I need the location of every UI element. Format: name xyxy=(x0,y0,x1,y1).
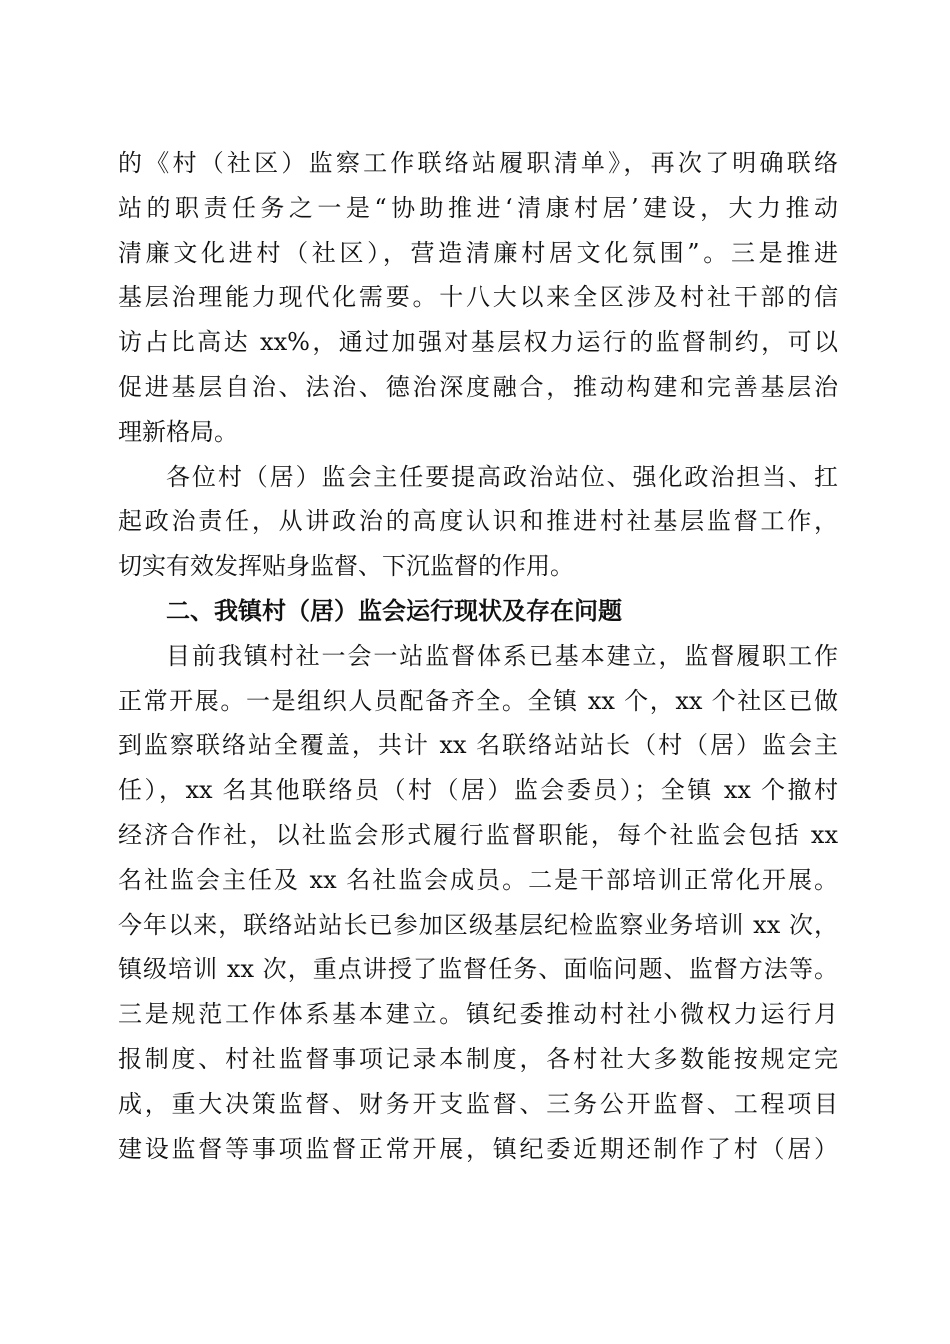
text-line: 名社监会主任及 xx 名社监会成员。二是干部培训正常化开展。 xyxy=(118,865,838,894)
text-line: 切实有效发挥贴身监督、下沉监督的作用。 xyxy=(118,552,574,581)
text-line: 的《村（社区）监察工作联络站履职清单》，再次了明确联络 xyxy=(118,149,838,177)
text-line: 正常开展。一是组织人员配备齐全。全镇 xx 个，xx 个社区已做 xyxy=(118,686,838,715)
text-line: 站的职责任务之一是“协助推进‘清康村居’建设，大力推动 xyxy=(118,193,838,222)
text-line: 起政治责任，从讲政治的高度认识和推进村社基层监督工作， xyxy=(118,507,838,536)
text-line: 促进基层自治、法治、德治深度融合，推动构建和完善基层治 xyxy=(118,372,838,401)
paragraph-2 xyxy=(118,455,838,589)
text-line: 任），xx 名其他联络员（村（居）监会委员）；全镇 xx 个撤村 xyxy=(118,776,838,805)
text-line: 三是规范工作体系基本建立。镇纪委推动村社小微权力运行月 xyxy=(118,1000,838,1029)
text-line: 建设监督等事项监督正常开展，镇纪委近期还制作了村（居） xyxy=(118,1134,838,1163)
text-line: 清廉文化进村（社区），营造清廉村居文化氛围”。三是推进 xyxy=(118,238,838,267)
text-line: 报制度、村社监督事项记录本制度，各村社大多数能按规定完 xyxy=(118,1044,838,1073)
text-line: 目前我镇村社一会一站监督体系已基本建立，监督履职工作 xyxy=(166,641,838,670)
text-line: 各位村（居）监会主任要提高政治站位、强化政治担当、扛 xyxy=(166,462,838,491)
text-line: 理新格局。 xyxy=(118,417,238,446)
text-line: 镇级培训 xx 次，重点讲授了监督任务、面临问题、监督方法等。 xyxy=(118,955,838,984)
paragraph-3 xyxy=(118,634,838,1172)
text-line: 到监察联络站全覆盖，共计 xx 名联络站站长（村（居）监会主 xyxy=(118,731,838,760)
text-line: 成，重大决策监督、财务开支监督、三务公开监督、工程项目 xyxy=(118,1089,838,1118)
text-line: 今年以来，联络站站长已参加区级基层纪检监察业务培训 xx 次， xyxy=(118,910,838,939)
section-heading: 二、我镇村（居）监会运行现状及存在问题 xyxy=(166,596,622,625)
document-body xyxy=(118,141,838,1171)
paragraph-1 xyxy=(118,141,838,455)
text-line: 经济合作社，以社监会形式履行监督职能，每个社监会包括 xx xyxy=(118,820,838,849)
text-line: 访占比高达 xx%，通过加强对基层权力运行的监督制约，可以 xyxy=(118,328,838,357)
text-line: 基层治理能力现代化需要。十八大以来全区涉及村社干部的信 xyxy=(118,283,838,312)
